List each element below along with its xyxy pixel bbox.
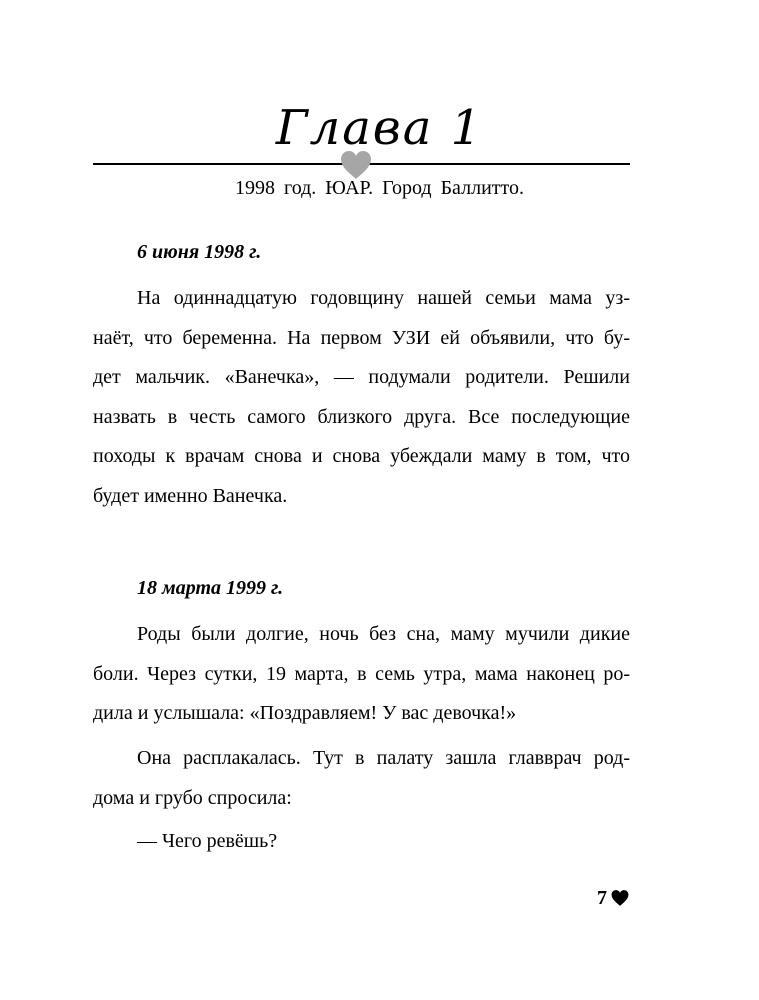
text-line: Роды были долгие, ночь без сна, маму мучили дикие xyxy=(137,623,630,645)
heart-icon xyxy=(610,889,630,907)
chapter-subtitle: 1998 год. ЮАР. Город Баллитто. xyxy=(235,177,524,199)
paragraph xyxy=(93,615,630,734)
chapter-title: Глава 1 xyxy=(275,100,484,156)
text-line: Она расплакалась. Тут в палату зашла главврач род- xyxy=(137,747,630,769)
paragraph xyxy=(93,739,630,818)
text-line: На одиннадцатую годовщину нашей семьи мама уз- xyxy=(137,287,630,309)
text-line: дила и услышала: «Поздравляем! У вас девочка!» xyxy=(93,702,517,724)
text-line: дома и грубо спросила: xyxy=(93,786,292,809)
text-line: будет именно Ванечка. xyxy=(93,484,288,507)
paragraph xyxy=(93,279,630,516)
text-line: боли. Через сутки, 19 марта, в семь утра, мама наконец ро- xyxy=(93,662,630,685)
text-line: назвать в честь самого близкого друга. Все последующие xyxy=(93,405,630,428)
text-line: наёт, что беременна. На первом УЗИ ей объявили, что бу- xyxy=(93,326,630,349)
page-number: 7 xyxy=(597,887,607,909)
entry-date: 18 марта 1999 г. xyxy=(137,577,284,599)
text-line: дет мальчик. «Ванечка», — подумали родители. Решили xyxy=(93,366,630,388)
text-line: — Чего ревёшь? xyxy=(137,830,278,852)
paragraph xyxy=(93,822,630,862)
text-line: походы к врачам снова и снова убеждали маму в том, что xyxy=(93,445,630,467)
entry-date: 6 июня 1998 г. xyxy=(137,241,262,263)
